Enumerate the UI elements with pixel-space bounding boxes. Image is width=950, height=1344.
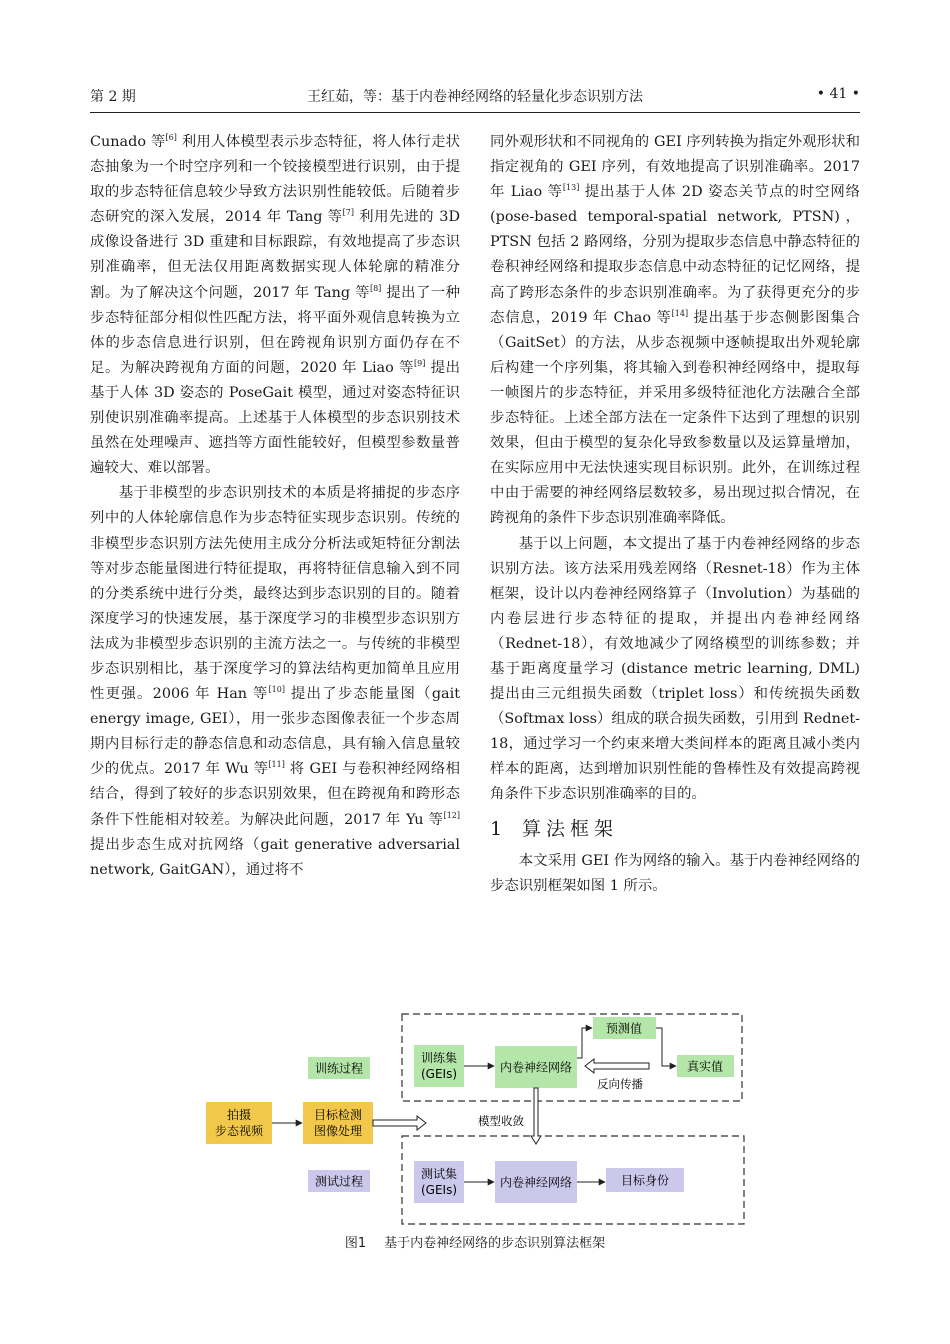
test-label: 测试过程 [314,1174,364,1189]
figure-number: 图1 [344,1236,367,1251]
citation: [11] [268,760,285,770]
citation: [12] [443,810,460,820]
issue-number: 第 2 期 [90,89,136,105]
capture-sublabel: 步态视频 [214,1124,264,1138]
figure-title: 基于内卷神经网络的步态识别算法框架 [384,1236,606,1251]
preprocess-arrow [373,1116,426,1130]
section-heading [490,816,860,842]
backprop-arrow [585,1059,649,1073]
figure-caption [0,1232,950,1251]
running-title: 王红茹，等：基于内卷神经网络的轻量化步态识别方法 [307,89,643,105]
test-set-sublabel: (GEIs) [420,1183,458,1197]
citation: [8] [369,283,382,293]
predicted-label: 预测值 [605,1021,643,1036]
network-test-label: 内卷神经网络 [499,1175,573,1190]
citation: [14] [671,308,689,318]
train-set-sublabel: (GEIs) [420,1067,458,1081]
network-train-label: 内卷神经网络 [499,1060,573,1075]
left-column [90,130,460,883]
citation: [9] [414,358,426,368]
paragraph: 基于非模型的步态识别技术的本质是将捕捉的步态序列中的人体轮廓信息作为步态特征实现步态识别。传统的非模型步态识别方法先使用主成分分析法或矩特征分割法等对步态能量图进行特征提取，再将特征信息输入到不同的分类系统中进行分类，最终达到步态识别的目的。随着深度学习的快速发展，基于深度学习的非模型步态识别方法成为非模型步态识别的主流方法之一。与传统的非模型步态识别相比，基于深度学习的算法结构更加简单且应用性更强。2006 年 Han 等[10] 提出了步态能量图（gait energy image, GEI），用一张步态图像表征一个步态周期内目标行走的静态信息和动态信息，具有输入信息量较少的优点。2017 年 Wu 等[11] 将 GEI 与卷积神经网络相结合，得到了较好的步态识别效果，但在跨视角和跨形态条件下性能相对较差。为解决此问题，2017 年 Yu 等[12] 提出步态生成对抗网络（gait generative adversarial network, GaitGAN），通过将不 [90,485,460,878]
true-value-label: 真实值 [686,1059,724,1074]
paragraph: Cunado 等[6] 利用人体模型表示步态特征，将人体行走状态抽象为一个时空序列和一个铰接模型进行识别，由于提取的步态特征信息较少导致方法识别性能较低。后随着步态研究的深入发展，2014 年 Tang 等[7] 利用先进的 3D 成像设备进行 3D 重建和目标跟踪，有效地提高了步态识别准确率，但无法仅用距离数据实现人体轮廓的精准分割。为了解决这个问题，2017 年 Tang 等[8] 提出了一种步态特征部分相似性匹配方法，将平面外观信息转换为立体的步态信息进行识别，但在跨视角识别方面仍存在不足。为解决跨视角方面的问题，2020 年 Liao 等[9] 提出基于人体 3D 姿态的 PoseGait 模型，通过对姿态特征识别使识别准确率提高。上述基于人体模型的步态识别技术虽然在处理噪声、遮挡等方面性能较好，但模型参数量普遍较大、难以部署。 [90,133,461,477]
citation: [6] [165,133,177,142]
detect-sublabel: 图像处理 [313,1124,363,1138]
detect-label: 目标检测 [313,1108,363,1122]
running-header [90,86,860,112]
identity-label: 目标身份 [620,1173,670,1188]
capture-label: 拍摄 [226,1108,252,1122]
citation: [13] [562,183,580,193]
header-rule [90,112,860,113]
paragraph: 本文采用 GEI 作为网络的输入。基于内卷神经网络的步态识别框架如图 1 所示。 [490,852,860,894]
train-label: 训练过程 [314,1061,364,1076]
paragraph: 同外观形状和不同视角的 GEI 序列转换为指定外观形状和指定视角的 GEI 序列，有效地提高了识别准确率。2017 年 Liao 等[13] 提出基于人体 2D 姿态关节点的时空网络 (pose-based temporal-spatial network, PTSN)，PTSN 包括 2 路网络，分别为提取步态信息中静态特征的卷积神经网络和提取步态信息中动态特征的记忆网络，提高了跨形态条件的步态识别准确率。为了获得更充分的步态信息，2019 年 Chao 等[14] 提出基于步态侧影图集合（GaitSet）的方法，从步态视频中逐帧提取出外观轮廓后构建一个序列集，将其输入到卷积神经网络中，提取每一帧图片的步态特征，并采用多级特征池化方法融合全部步态特征。上述全部方法在一定条件下达到了理想的识别效果，但由于模型的复杂化导致参数量以及运算量增加，在实际应用中无法快速实现目标识别。此外，在训练过程中由于需要的神经网络层数较多，易出现过拟合情况，在跨视角的条件下步态识别准确率降低。 [490,134,861,527]
edge-predicted-true [656,1028,676,1066]
citation: [7] [342,208,354,218]
edge-network-predicted [577,1028,592,1058]
right-column [490,130,860,899]
train-set-label: 训练集 [420,1051,458,1065]
converge-arrow [531,1088,541,1144]
section-title: 算法框架 [522,817,619,840]
paragraph: 基于以上问题，本文提出了基于内卷神经网络的步态识别方法。该方法采用残差网络（Resnet-18）作为主体框架，设计以内卷神经网络算子（Involution）为基础的内卷层进行步态特征的提取，并提出内卷神经网络（Rednet-18），有效地减少了网络模型的训练参数；并基于距离度量学习 (distance metric learning, DML) 提出由三元组损失函数（triplet loss）和传统损失函数（Softmax loss）组成的联合损失函数，引用到 Rednet-18，通过学习一个约束来增大类间样本的距离且减小类内样本的距离，达到增加识别性能的鲁棒性及有效提高跨视角条件下步态识别准确率的目的。 [490,535,861,803]
converge-label: 模型收敛 [478,1114,524,1128]
citation: [10] [268,685,285,695]
section-number: 1 [490,817,503,840]
test-set-label: 测试集 [420,1167,458,1181]
framework-diagram [190,1008,760,1228]
page-number: • 41 • [816,86,860,102]
backprop-label: 反向传播 [597,1077,643,1091]
